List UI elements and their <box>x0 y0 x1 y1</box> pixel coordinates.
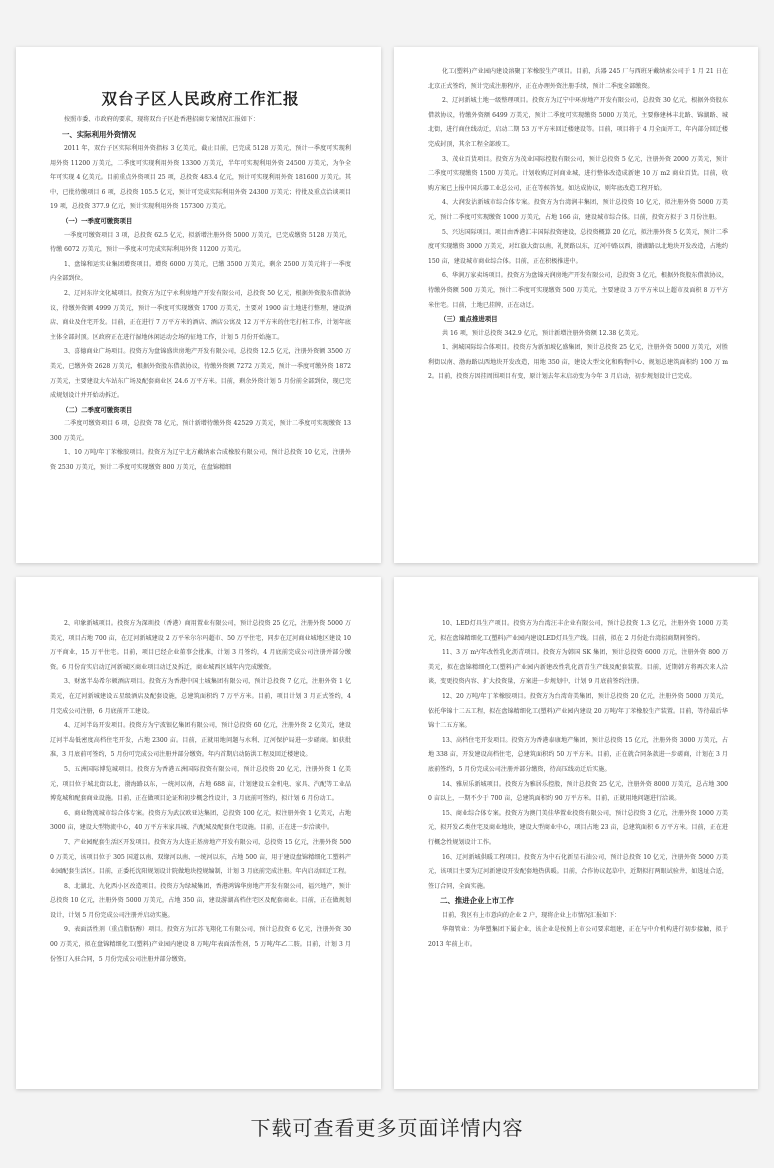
download-more-caption[interactable]: 下载可查看更多页面详情内容 <box>250 1116 524 1140</box>
section-heading: 一、实际利用外资情况 <box>62 129 136 139</box>
paragraph: 3、喜德商业广场项目。投资方为盘锦盛世房地产开发有限公司，总投资 12.5 亿元，注册外资额 3500 万美元，已缴外资 2628 万美元，根据外资股东借款协议，待缴外资额 7272 万美元，预计一季度可缴外资 1872 万美元，主要建设大车站东广场及配套商业区 24.6 万平方米。目前，剩余外资计划 5 月份前全部到位，现已完成规划设计并开始动拆迁。 <box>50 348 351 400</box>
paragraph: 化工(塑料)产业园内建设溶聚丁苯橡胶生产项目。目前，兵器 245 厂与西班牙戴纳索公司于 1 月 21 日在北京正式签约，预计完成注册程序，正在办理外资注册手续，预计二季度全部缴资。 <box>428 68 728 90</box>
subsection-heading: （二）二季度可缴资项目 <box>62 405 133 414</box>
paragraph: 9、表面活性剂（重点脂肪醇）项目。投资方为江苏飞翔化工有限公司，预计总投资 6 亿元，注册外资 3000 万美元，拟在盘锦精细化工(塑料)产业园内建设 8 万吨/年表面活性剂，5 万吨/年乙二胺。目前，计划 3 月份签订入驻合同，5 月份完成公司注册并部分缴资。 <box>50 926 351 963</box>
page-title: 双台子区人民政府工作汇报 <box>101 89 300 108</box>
paragraph: 2011 年，双台子区实际利用外资指标 3 亿美元，截止目前，已完成 5128 万美元，预计一季度可实现利用外资 11200 万美元，二季度可实现利用外资 13300 万美元，半年可实现利用外资 24500 万美元，为争全年可实现 4 亿美元。目前重点外资项目 25 项，总投资 483.4 亿元，预计可实现利用外资 181600 万美元。其中，已批待缴项目 6 项，总投资 105.5 亿元，预计可完成实际利用外资 24300 万美元；待批及重点洽谈项目 19 项，总投资 377.9 亿元，预计实现利用外资 157300 万美元。 <box>50 145 351 211</box>
paragraph: 1、盘锦和运实业集团增资项目。增资 6000 万美元，已缴 3500 万美元，剩余 2500 万美元将于一季度内全部到位。 <box>50 260 351 283</box>
section-heading: 二、推进企业上市工作 <box>440 896 514 906</box>
paragraph: 共 16 项，预计总投资 342.9 亿元，预计新增注册外资额 12.38 亿美元。 <box>442 329 643 337</box>
paragraph: 3、茂业百货项目。投资方为茂业国际控股有限公司，预计总投资 5 亿元，注册外资 2000 万美元，预计二季度可实现缴资 1500 万美元。计划收购辽河商业城，进行整体改造成新建 10 万 m2 商业百货。目前，收购方案已上报中国兵器工业总公司，正在等候答复。如达成协议，则年底改造工程开始。 <box>428 155 728 192</box>
paragraph: 4、辽河半岛开发项目。投资方为宁波银亿集团有限公司，预计总投资 60 亿元，注册外资 2 亿美元，建设辽河半岛低密度高档住宅开发，占地 2300 亩。目前，正就用地问题与水利、辽河保护局进一步磋商。如获批准，3 月底前可签约，5 月份可完成公司注册并部分缴资。年内首期启动防洪工程及回迁楼建设。 <box>50 722 351 759</box>
paragraph: 11、3 万 m³/年改性乳化沥青项目。投资方为韩国 SK 集团，预计总投资 6000 万元，注册外资 800 万美元，拟在盘锦精细化工(塑料)产业园内新建改性乳化沥青生产线及配套装置。目前，近期韩方将再次来人洽谈，变更投资内容、扩大投资量，方案进一步规划中，计划 9 月底前签约注册。 <box>428 649 728 686</box>
document-page-4 <box>394 577 758 1089</box>
paragraph: 二季度可缴资项目 6 项，总投资 78 亿元，预计新增待缴外资 42529 万美元，预计二季度可实现缴资 13300 万美元。 <box>50 420 351 442</box>
paragraph: 一季度可缴资项目 3 项，总投资 62.5 亿元，拟新增注册外资 5000 万美元，已完成缴资 5128 万美元，待缴 6072 万美元，预计一季度末可完成实际利用外资 11200 万美元。 <box>50 231 351 254</box>
paragraph: 目前，我区有上市意向的企业 2 户，现将企业上市情况汇报如下： <box>442 911 621 919</box>
document-page-2 <box>394 47 758 563</box>
paragraph: 2、辽河东岸文化城项目。投资方为辽宁永利房地产开发有限公司，总投资 50 亿元，根据外资股东借款协议，待缴外资额 4999 万美元，预计一季度可实现缴资 1700 万美元，主要对 1900 亩土地进行整理，建设酒店、商业及住宅开发。目前，正在进行 7 万平方米的酒店、酒店公寓及 12 万平方米的住宅打桩工作，计划年底主体全部封顶。区政府正在进行湿地休闲运动会场的征地工作，计划 5 月份开始施工。 <box>50 289 351 341</box>
paragraph: 1、润城国际综合体项目。投资方为新加坡亿盛集团，预计总投资 25 亿元，注册外资 5000 万美元，对胜利街以南、渤海路以西地块开发改造，用地 350 亩，建设大型文化和购物中心、规划总建筑面积约 100 万 m2。目前，投资方因挂周围项目有变，原计划去年末启动变为今年 3 月启动，初步规划设计已完成。 <box>428 344 728 381</box>
paragraph: 16、辽河新城供暖工程项目。投资方为中石化新星石油公司，预计总投资 10 亿元，注册外资 5000 万美元，该项目主要为辽河新建设开发配套地热供暖。目前，合作协议起草中，近期拟打两眼试验井，如选址合适，签订合同，全面实施。 <box>428 853 728 890</box>
paragraph: 8、北湖北、九化西小区改造项目。投资方为绿城集团，香港鸿锦华房地产开发有限公司，福兴地产，预计总投资 10 亿元，注册外资 5000 万美元，占地 350 亩，建设游湖高档住宅区及配套商业。目前，正在做规划设计，计划 5 月份完成公司注册并启动实施。 <box>50 882 351 919</box>
subsection-heading: （三）重点推进项目 <box>440 315 498 324</box>
paragraph: 4、大润发沾新城市综合体专案。投资方为台湾润丰集团，预计总投资 10 亿元，拟注册外资 5000 万美元，预计二季度可实现缴资 1000 万美元，占地 166 亩，建设城市综合体。目前，投资方拟于 3 月份注册。 <box>428 199 728 221</box>
paragraph: 6、华润万家卖场项目。投资方为盘锦天润房地产开发有限公司，总投资 3 亿元，根据外资股东借款协议，待缴外资额 500 万美元，预计二季度可实现缴资 500 万美元，主要建设 3 万平方米以上超市及面积 8 万平方米住宅。目前，土地已挂牌，正在动迁。 <box>428 272 728 309</box>
paragraph: 14、雅居乐新城项目。投资方为雅居乐控股，预计总投资 25 亿元，注册外资 8000 万美元，总占地 3000 亩以上，一期不少于 700 亩，总建筑面积约 90 万平方米。目前，正就用地问题进行洽谈。 <box>428 780 728 803</box>
paragraph: 15、商业综合体专案。投资方为澳门美佳华置业投资有限公司，预计总投资 3 亿元，注册外资 1000 万美元，拟开发乙类住宅及商业地块，建设大型商业中心，项目占地 23 亩，总建筑面积 6 万平方米。目前，正在进行概念性规划设计工作。 <box>428 809 728 846</box>
paragraph: 7、产业园配套生活区开发项目。投资方为大连正基房地产开发有限公司，总投资 15 亿元，注册外资 5000 万美元，该项目位于 305 国道以南、双缘河以南、一统河以东，占地 500 亩，用于建设盘锦精细化工塑料产业园配套生活区。目前，正委托沈阳规划设计院做地块控规编制，计划 3 月底前完成注册。年内启动回迁工程。 <box>50 838 351 876</box>
paragraph: 2、印象新城项目。投资方为深圳投（香港）商用置业有限公司，预计总投资 25 亿元，注册外资 5000 万美元，项目占地 700 亩，在辽河新城建设 2 万平米尔尔玛超市、50 万平住宅，同步在辽河商业城地区建设 10 万平商业，15 万平住宅。目前，项目已经企业董事会批准，计划 3 月签约，4 月底前完成公司注册并部分缴资。6 月份育实启动辽河新城区商业项目动迁及拆迁，商业城西区域年内完成缴资。 <box>50 620 351 671</box>
paragraph: 1、10 万吨/年丁苯橡胶项目。投资方为辽宁北方戴纳索合成橡胶有限公司，预计总投资 10 亿元，注册外资 2530 万美元，预计二季度可实现缴资 800 万美元，在盘锦精细 <box>50 449 351 471</box>
paragraph: 12、20 万吨/年丁苯橡胶项目。投资方为台湾奇美集团，预计总投资 20 亿元，注册外资 5000 万美元，依托华锦十二五工程，拟在盘锦精细化工(塑料)产业园内建设 20 万吨/年丁苯橡胶生产装置。目前，等待最后华锦十二五方案。 <box>428 692 728 730</box>
paragraph: 2、辽河新城土地一级整理项目。投资方为辽宁中环房地产开发有限公司，总投资 30 亿元，根据外资股东借款协议，待缴外资额 6499 万美元，预计二季度可实现缴资 5000 万美元，主要修建林丰北路、锦湖路、城北街，进行商住线动迁，启动二期 53 万平方米回迁楼建设等。目前，项目将于 4 月全面开工，年内部分回迁楼完成封顶，其余工程全部竣工。 <box>428 97 728 148</box>
paragraph: 6、商业物流城市综合体专案。投资方为武汉欧亚达集团，总投资 100 亿元，拟注册外资 1 亿美元，占地 3000 亩，建设大型物流中心，40 万平方米家具城、汽配城及配套住宅设施。目前，正在进一步洽谈中。 <box>50 809 351 832</box>
document-page-1 <box>16 47 381 563</box>
document-page-3 <box>16 577 381 1089</box>
paragraph: 华翔管业：为华塑集团下属企业，该企业是按照上市公司要求组建，正在与中介机构进行初步接触，拟于 2013 年前上市。 <box>428 926 728 948</box>
paragraph: 5、兴达国际项目。项目由香港汇丰国际投资建设，总投资概算 20 亿元，拟注册外资 5 亿美元，预计二季度可实现缴资 3000 万美元，对红旗大街以南，礼贤路以东，辽河中路以西，渤湖路以北地块开发改造，占地约 150 亩，建设城市商业综合体。目前，正在积极推进中。 <box>428 228 728 265</box>
paragraph: 10、LED灯具生产项目。投资方为台湾汪丰企业有限公司，预计总投资 1.3 亿元，注册外资 1000 万美元，拟在盘锦精细化工(塑料)产业园内建设LED灯具生产线。目前，拟在 2 月份赴台湾招商期间签约。 <box>428 620 728 642</box>
paragraph: 13、高档住宅开发项目。投资方为香港泰康地产集团，预计总投资 15 亿元，注册外资 3000 万美元，占地 338 亩，开发建设高档住宅，总建筑面积约 50 万平方米。目前，正在就合同条款进一步磋商，计划在 3 月底前签约，5 月份完成公司注册并部分缴资，待高压线动迁后实施。 <box>428 736 728 773</box>
paragraph: 3、财富半岛希尔顿酒店项目。投资方为香港中国土城集团有限公司，预计总投资 7 亿元，注册外资 1 亿美元，在辽河新城建设五星级酒店及配套设施，总建筑面积约 7 万平方米。目前，项目计划 3 月正式签约，4 月完成公司注册，6 月底前开工建设。 <box>50 678 351 715</box>
intro-paragraph: 按照市委、市政府的要求，现将双台子区赴香港招商专案情况汇报如下： <box>64 116 259 123</box>
paragraph: 5、五洲国际博览城项目。投资方为香港五洲国际投资有限公司，预计总投资 20 亿元，注册外资 1 亿美元，项目位于城北街以北，渤海路以东，一统河以南，占地 688 亩，计划建设五金机电、家具、汽配等工业品博览城和配套商业设施。目前，正在做项目论证和初步概念性设计，3 月底前可签约，拟计划 6 月份动工。 <box>50 765 351 803</box>
subsection-heading: （一）一季度可缴资项目 <box>62 217 133 226</box>
